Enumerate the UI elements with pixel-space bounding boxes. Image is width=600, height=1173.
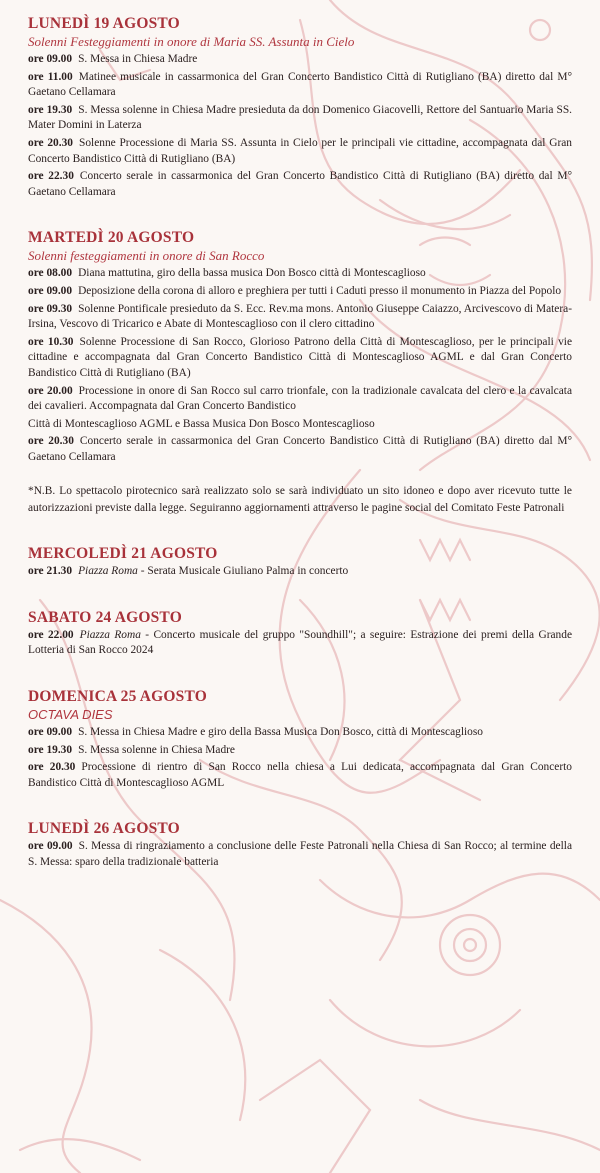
event-item [28,266,572,282]
event-text: Solenne Processione di Maria SS. Assunta in Cielo per le principali vie cittadine, accompagnata dal Gran Concerto Bandistico Città di Rutigliano (BA) [28,136,572,165]
event-item [28,839,572,870]
event-item [28,384,572,415]
event-text: Deposizione della corona di alloro e preghiera per tutti i Caduti presso il monumento in Piazza del Popolo [78,284,562,297]
event-place: Piazza Roma [79,628,141,641]
event-text: - Concerto musicale del gruppo "Soundhill"; a seguire: Estrazione dei premi della Grande Lotteria di San Rocco 2024 [28,628,572,657]
event-text: S. Messa in Chiesa Madre e giro della Bassa Musica Don Bosco, città di Montescaglioso [78,726,484,739]
event-time: ore 20.30 [28,761,76,774]
event-time: ore 11.00 [28,70,73,83]
event-time: ore 19.30 [28,103,73,116]
event-time: ore 09.00 [28,53,73,65]
event-time: ore 19.30 [28,743,73,756]
event-item [28,302,572,333]
event-time: ore 22.30 [28,170,74,183]
day-section-24-agosto [28,608,572,659]
event-continuation: Città di Montescaglioso AGML e Bassa Musica Don Bosco Montescaglioso [28,417,375,430]
event-item [28,628,572,659]
day-section-19-agosto [28,14,572,200]
day-title: LUNEDÌ 26 AGOSTO [28,820,180,838]
event-item [28,743,572,759]
event-item [28,284,572,300]
event-time: ore 20.30 [28,136,73,149]
day-section-20-agosto [28,228,572,516]
event-item [28,725,572,741]
event-time: ore 21.30 [28,565,73,578]
event-text: Diana mattutina, giro della bassa musica Don Bosco città di Montescaglioso [78,267,426,280]
event-item [28,169,572,200]
event-item [28,564,572,580]
event-text: S. Messa in Chiesa Madre [78,53,198,65]
event-text: Processione in onore di San Rocco sul carro trionfale, con la tradizionale cavalcata del clero e la cavalcata dei cavalieri. Accompagnata dal Gran Concerto Bandistico [28,384,572,413]
day-title: SABATO 24 AGOSTO [28,608,182,626]
event-place: Piazza Roma [78,565,138,578]
event-text: Processione di rientro di San Rocco nella chiesa a Lui dedicata, accompagnata dal Gran Concerto Bandistico Città di Montescaglioso AGML [28,761,573,789]
event-item [28,434,572,465]
event-time: ore 20.00 [28,384,73,397]
day-title: DOMENICA 25 AGOSTO [28,688,208,706]
event-text: Solenne Processione di San Rocco, Glorioso Patrono della Città di Montescaglioso, per le principali vie cittadine e accompagnata dal Gran Concerto Bandistico Città di Montescaglioso AGML e dal Gran Concerto Bandistico Città di Rutigliano (BA) [28,335,572,379]
event-item [28,103,572,134]
event-text: Matinee musicale in cassarmonica del Gran Concerto Bandistico Città di Rutigliano (BA) diretto dal M° Gaetano Cellamara [28,70,573,99]
event-text: S. Messa solenne in Chiesa Madre [78,743,235,756]
day-subtitle: Solenni Festeggiamenti in onore di Maria SS. Assunta in Cielo [28,34,355,49]
event-item [28,760,572,791]
event-time: ore 09.00 [28,726,73,739]
event-time: ore 22.00 [28,628,74,641]
event-time: ore 09.30 [28,302,73,315]
event-time: ore 10.30 [28,335,74,348]
event-item [28,52,572,68]
event-text: Solenne Pontificale presieduto da S. Ecc. Rev.ma mons. Antonio Giuseppe Caiazzo, Arcivescovo di Matera-Irsina, Vescovo di Tricarico e Abate di Montescaglioso con il clero cittadino [28,302,572,331]
event-text: Concerto serale in cassarmonica del Gran Concerto Bandistico Città di Rutigliano (BA) diretto dal M° Gaetano Cellamara [28,435,572,463]
event-item [28,70,572,101]
event-time: ore 09.00 [28,840,73,853]
event-item [28,136,572,167]
event-time: ore 08.00 [28,267,73,280]
event-time: ore 09.00 [28,284,73,297]
day-section-25-agosto [28,687,572,791]
day-section-21-agosto [28,544,572,580]
event-text: S. Messa solenne in Chiesa Madre presieduta da don Domenico Giacovelli, Rettore del Santuario Maria SS. Mater Domini in Laterza [28,103,572,132]
event-text: S. Messa di ringraziamento a conclusione delle Feste Patronali nella Chiesa di San Rocco; al termine della S. Messa: sparo della tradizionale batteria [28,840,572,869]
day-section-26-agosto [28,819,572,870]
event-text: Concerto serale in cassarmonica del Gran Concerto Bandistico Città di Rutigliano (BA) diretto dal M° Gaetano Cellamara [28,170,572,198]
event-text: - Serata Musicale Giuliano Palma in concerto [137,565,349,578]
day-title: LUNEDÌ 19 AGOSTO [28,15,180,32]
day-title: MERCOLEDÌ 21 AGOSTO [28,545,218,563]
day-subtitle: Solenni festeggiamenti in onore di San Rocco [28,248,265,264]
day-title: MARTEDÌ 20 AGOSTO [28,229,195,247]
event-item [28,335,572,382]
fireworks-note: *N.B. Lo spettacolo pirotecnico sarà realizzato solo se sarà individuato un sito idoneo e dopo aver ricevuto tutte le autorizzazioni previste dalla legge. Seguiranno aggiornamenti attraverso le pagine social del Comitato Feste Patronali [28,485,572,514]
event-time: ore 20.30 [28,435,74,448]
day-subtitle: OCTAVA DIES [28,707,113,723]
